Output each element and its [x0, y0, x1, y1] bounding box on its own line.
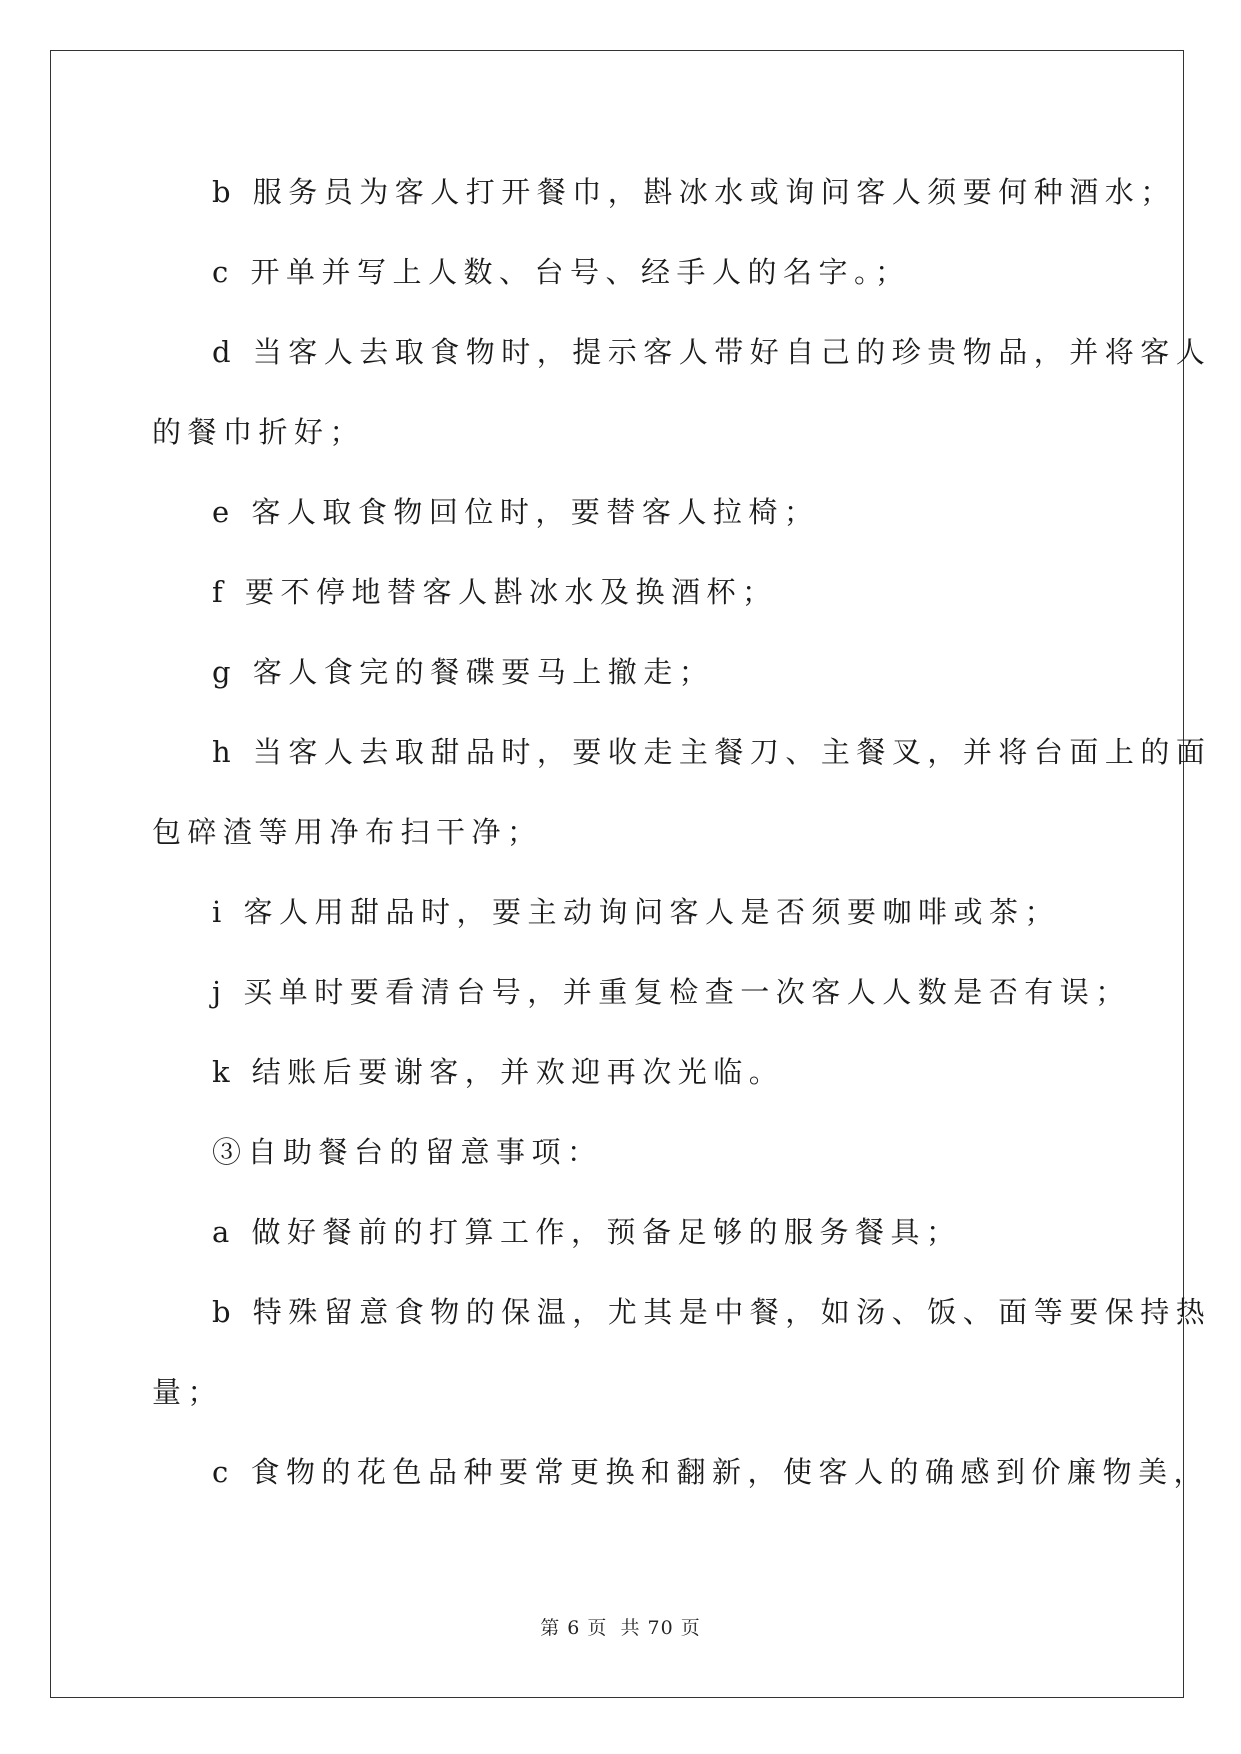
paragraph-line: 的餐巾折好；	[152, 415, 366, 449]
paragraph-line: 包碎渣等用净布扫干净；	[152, 815, 543, 849]
paragraph-line: d 当客人去取食物时，提示客人带好自己的珍贵物品，并将客人	[212, 335, 1212, 369]
page-number: 第 6 页	[540, 1617, 608, 1639]
paragraph-line: j 买单时要看清台号，并重复检查一次客人人数是否有误；	[212, 975, 1131, 1009]
paragraph-line: b 特殊留意食物的保温，尤其是中餐，如汤、饭、面等要保持热	[212, 1295, 1212, 1329]
paragraph-line: i 客人用甜品时，要主动询问客人是否须要咖啡或茶；	[212, 895, 1060, 929]
paragraph-line: g 客人食完的餐碟要马上撤走；	[212, 655, 715, 689]
page-footer	[0, 1613, 1241, 1640]
paragraph-line: b 服务员为客人打开餐巾，斟冰水或询问客人须要何种酒水；	[212, 175, 1176, 209]
page-border	[50, 50, 1184, 1698]
paragraph-line: c 开单并写上人数、台号、经手人的名字。；	[212, 255, 911, 289]
paragraph-line: f 要不停地替客人斟冰水及换酒杯；	[212, 575, 778, 609]
paragraph-line: h 当客人去取甜品时，要收走主餐刀、主餐叉，并将台面上的面	[212, 735, 1212, 769]
paragraph-line: c 食物的花色品种要常更换和翻新，使客人的确感到价廉物美，	[212, 1455, 1209, 1489]
paragraph-line: a 做好餐前的打算工作，预备足够的服务餐具；	[212, 1215, 962, 1249]
paragraph-line: e 客人取食物回位时，要替客人拉椅；	[212, 495, 820, 529]
total-pages: 共 70 页	[620, 1617, 701, 1639]
paragraph-line: k 结账后要谢客，并欢迎再次光临。	[212, 1055, 785, 1089]
section-heading: ③自助餐台的留意事项：	[212, 1135, 603, 1169]
paragraph-line: 量；	[152, 1375, 224, 1409]
